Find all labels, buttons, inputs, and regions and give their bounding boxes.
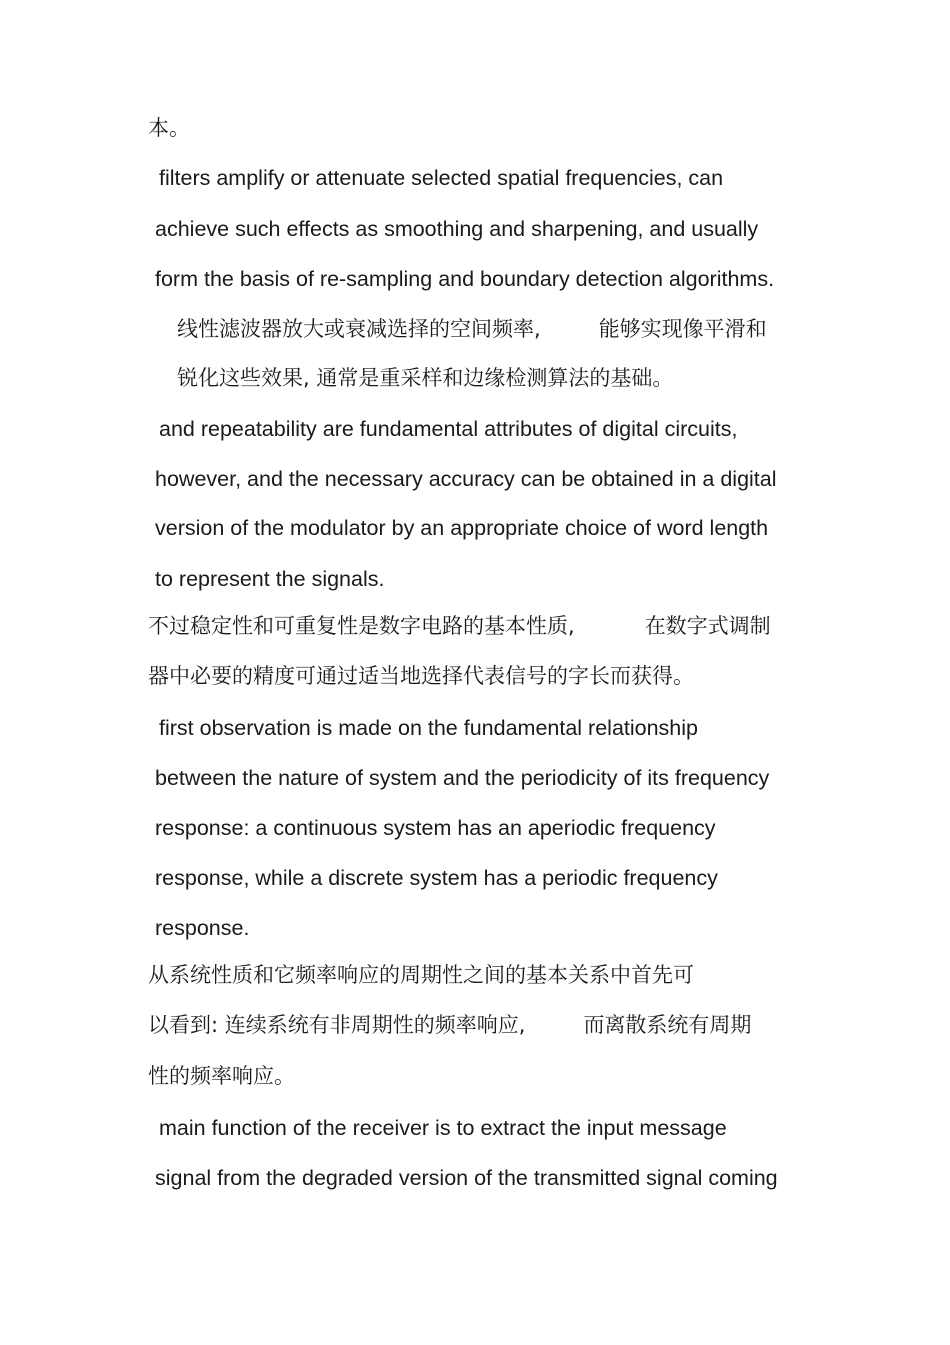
- text-segment: 不过稳定性和可重复性是数字电路的基本性质,: [148, 614, 575, 638]
- text-line-zh: 锐化这些效果, 通常是重采样和边缘检测算法的基础。: [177, 366, 674, 390]
- text-line-en: first observation is made on the fundamental relationship: [159, 716, 699, 740]
- text-line-en: filters amplify or attenuate selected spatial frequencies, can: [159, 166, 724, 190]
- text-segment: 在数字式调制: [644, 614, 771, 638]
- text-line-zh: 器中必要的精度可通过适当地选择代表信号的字长而获得。: [148, 664, 694, 688]
- text-line-en: response.: [155, 916, 250, 940]
- text-line-en: response, while a discrete system has a periodic frequency: [155, 866, 718, 890]
- text-line-en: however, and the necessary accuracy can be obtained in a digital: [155, 467, 777, 491]
- text-line-en: response: a continuous system has an aperiodic frequency: [155, 816, 716, 840]
- text-line-en: and repeatability are fundamental attributes of digital circuits,: [159, 417, 738, 441]
- text-line-en: between the nature of system and the periodicity of its frequency: [155, 766, 770, 790]
- text-line-zh: 性的频率响应。: [148, 1064, 295, 1088]
- text-line-zh: 本。: [148, 116, 190, 140]
- text-line-en: to represent the signals.: [155, 567, 385, 591]
- text-line-en: achieve such effects as smoothing and sharpening, and usually: [155, 217, 759, 241]
- text-line-zh: 从系统性质和它频率响应的周期性之间的基本关系中首先可: [148, 963, 694, 987]
- text-segment: 线性滤波器放大或衰减选择的空间频率,: [177, 317, 541, 341]
- text-line-en: form the basis of re-sampling and boundary detection algorithms.: [155, 267, 775, 291]
- text-segment: 以看到: 连续系统有非周期性的频率响应,: [148, 1013, 526, 1037]
- text-line-en: version of the modulator by an appropriate choice of word length: [155, 516, 769, 540]
- text-line-zh: [148, 1011, 751, 1039]
- text-line-en: signal from the degraded version of the transmitted signal coming: [155, 1166, 778, 1190]
- text-segment: 而离散系统有周期: [583, 1013, 752, 1037]
- text-line-en: main function of the receiver is to extract the input message: [159, 1116, 727, 1140]
- text-line-zh: [177, 315, 767, 343]
- text-line-zh: [148, 612, 771, 640]
- text-segment: 能够实现像平滑和: [598, 317, 767, 341]
